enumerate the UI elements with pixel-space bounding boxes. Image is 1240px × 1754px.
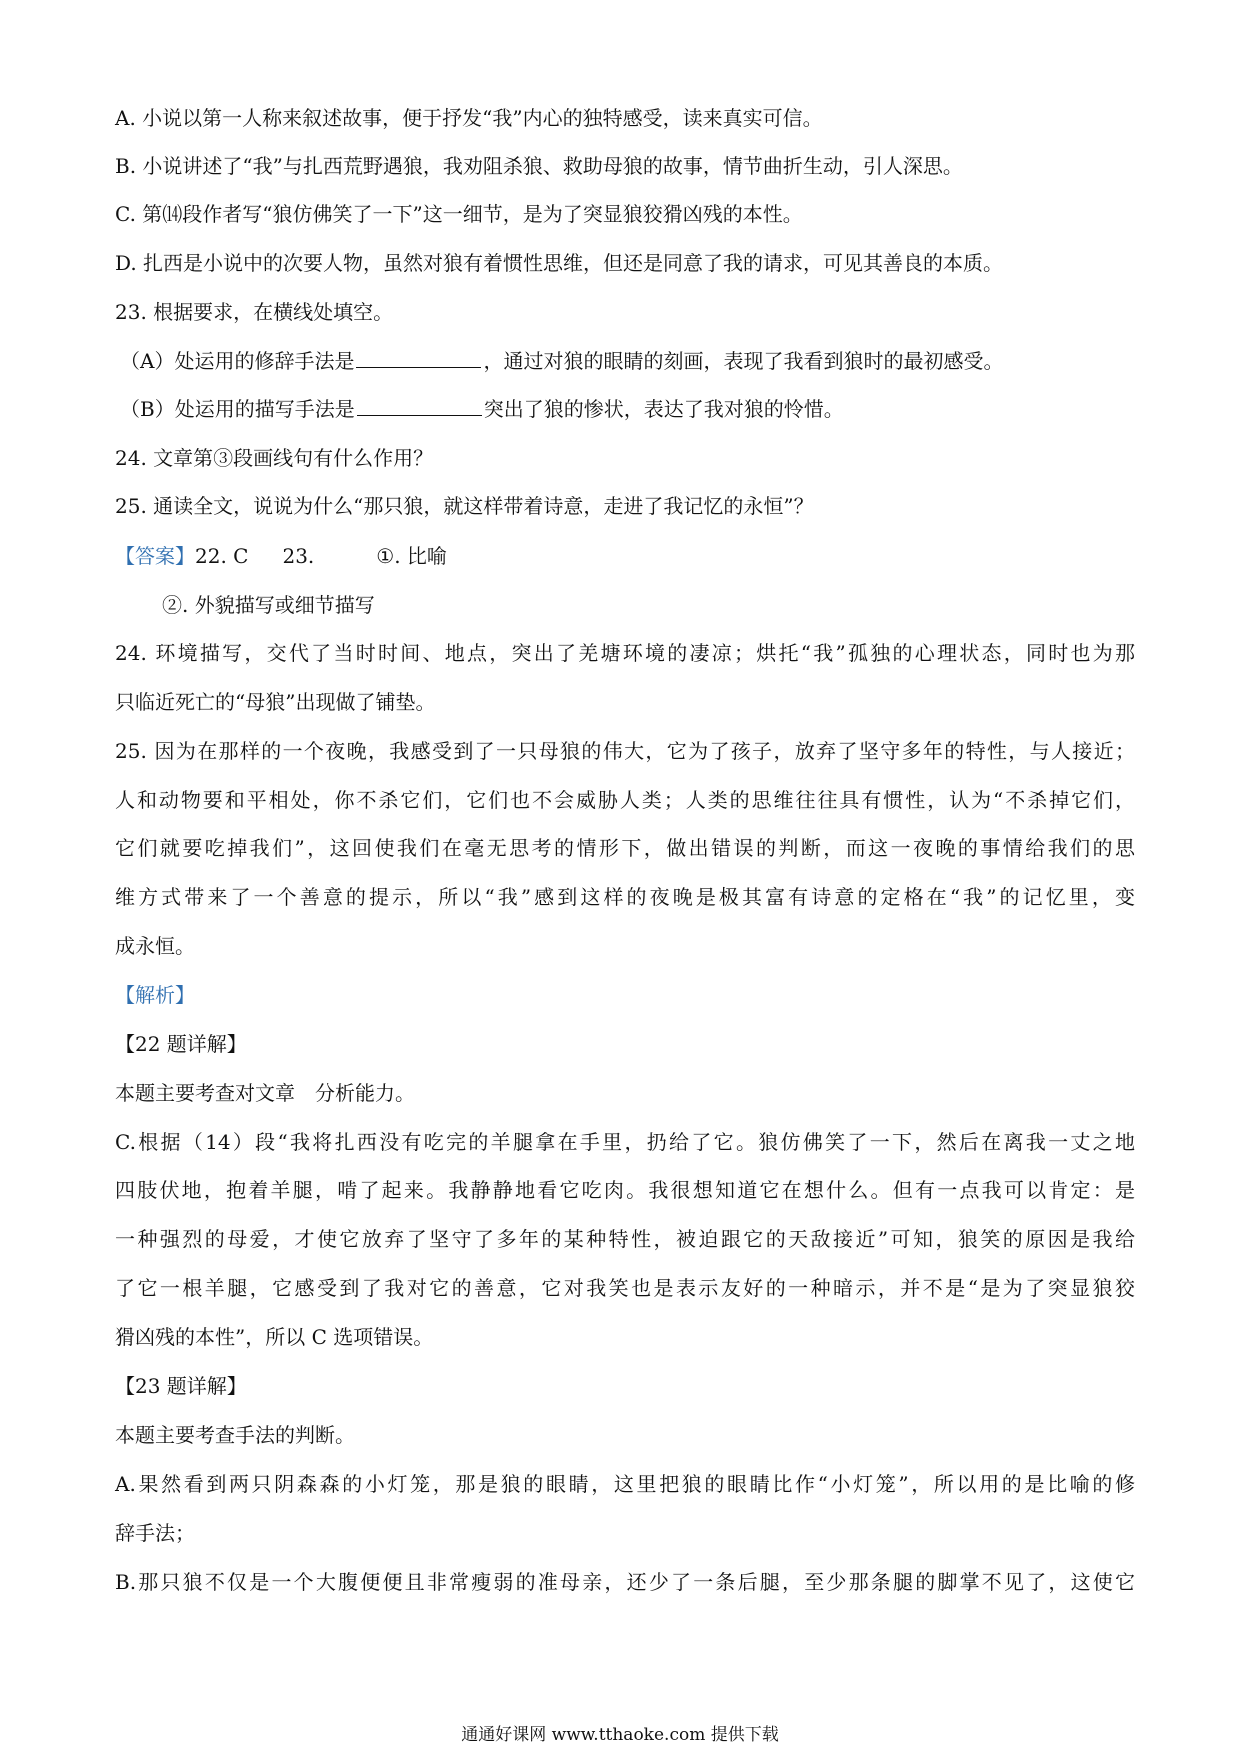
analysis-tag: 【解析】 (115, 983, 195, 1007)
answer-25-line-5: 成永恒。 (115, 934, 195, 958)
fill-blank-b (357, 397, 482, 416)
detail-22-line-4: 了它一根羊腿，它感受到了我对它的善意，它对我笑也是表示友好的一种暗示，并不是“是为了突显狼狡 (115, 1276, 1135, 1300)
question-24-stem: 24. 文章第③段画线句有什么作用？ (115, 446, 434, 470)
detail-22-line-3: 一种强烈的母爱，才使它放弃了坚守了多年的某种特性，被迫跟它的天敌接近”可知，狼笑的原因是我给 (115, 1227, 1135, 1251)
detail-22-line-1: C.根据（14）段“我将扎西没有吃完的羊腿拿在手里，扔给了它。狼仿佛笑了一下，然后在离我一丈之地 (115, 1130, 1135, 1154)
detail-23-title: 【23 题详解】 (115, 1374, 247, 1398)
page-footer: 通通好课网 www.tthaoke.com 提供下载 (461, 1725, 779, 1745)
answer-24-line-2: 只临近死亡的“母狼”出现做了铺垫。 (115, 690, 436, 714)
option-c: C. 第⒁段作者写“狼仿佛笑了一下”这一细节，是为了突显狼狡猾凶残的本性。 (115, 202, 803, 226)
answer-line (115, 541, 1135, 571)
question-23-a (120, 346, 1140, 376)
answer-23-number: 23. (282, 544, 315, 568)
q23-a-prefix: （A）处运用的修辞手法是 (120, 349, 355, 373)
question-23-b (120, 394, 1140, 424)
answer-24-line-1: 24. 环境描写，交代了当时时间、地点，突出了羌塘环境的凄凉；烘托“我”孤独的心理状态，同时也为那 (115, 641, 1135, 665)
detail-23-line-2: 辞手法； (115, 1521, 195, 1545)
question-23-stem: 23. 根据要求，在横线处填空。 (115, 300, 394, 324)
detail-22-line-5: 猾凶残的本性”，所以 C 选项错误。 (115, 1325, 434, 1349)
fill-blank-a (356, 349, 481, 368)
detail-23-line-1: A.果然看到两只阴森森的小灯笼，那是狼的眼睛，这里把狼的眼睛比作“小灯笼”，所以用的是比喻的修 (115, 1472, 1135, 1496)
detail-23-line-3: B.那只狼不仅是一个大腹便便且非常瘦弱的准母亲，还少了一条后腿，至少那条腿的脚掌不见了，这使它 (115, 1570, 1135, 1594)
answer-22: 22. C (195, 544, 249, 568)
detail-22-intro: 本题主要考查对文章 分析能力。 (115, 1081, 415, 1105)
question-25-stem: 25. 通读全文，说说为什么“那只狼，就这样带着诗意，走进了我记忆的永恒”？ (115, 494, 814, 518)
answer-25-line-3: 它们就要吃掉我们”，这回使我们在毫无思考的情形下，做出错误的判断，而这一夜晚的事情给我们的思 (115, 836, 1135, 860)
detail-23-intro: 本题主要考查手法的判断。 (115, 1423, 355, 1447)
q23-b-prefix: （B）处运用的描写手法是 (120, 397, 355, 421)
detail-22-line-2: 四肢伏地，抱着羊腿，啃了起来。我静静地看它吃肉。我很想知道它在想什么。但有一点我可以肯定：是 (115, 1178, 1135, 1202)
answer-23-item-2: ②. 外貌描写或细节描写 (162, 593, 375, 617)
answer-25-line-4: 维方式带来了一个善意的提示，所以“我”感到这样的夜晚是极其富有诗意的定格在“我”的记忆里，变 (115, 885, 1135, 909)
answer-tag: 【答案】 (115, 544, 195, 568)
q23-b-suffix: 突出了狼的惨状，表达了我对狼的怜惜。 (483, 397, 844, 421)
q23-a-suffix: ，通过对狼的眼睛的刻画，表现了我看到狼时的最初感受。 (483, 349, 1004, 373)
answer-25-line-2: 人和动物要和平相处，你不杀它们，它们也不会威胁人类；人类的思维往往具有惯性，认为“不杀掉它们， (115, 788, 1135, 812)
answer-25-line-1: 25. 因为在那样的一个夜晚，我感受到了一只母狼的伟大，它为了孩子，放弃了坚守多年的特性，与人接近； (115, 739, 1135, 763)
answer-23-item-1: ①. 比喻 (376, 544, 447, 568)
option-a: A. 小说以第一人称来叙述故事，便于抒发“我”内心的独特感受，读来真实可信。 (115, 106, 823, 130)
option-b: B. 小说讲述了“我”与扎西荒野遇狼，我劝阻杀狼、救助母狼的故事，情节曲折生动，引人深思。 (115, 154, 963, 178)
option-d: D. 扎西是小说中的次要人物，虽然对狼有着惯性思维，但还是同意了我的请求，可见其善良的本质。 (115, 251, 1004, 275)
detail-22-title: 【22 题详解】 (115, 1032, 247, 1056)
